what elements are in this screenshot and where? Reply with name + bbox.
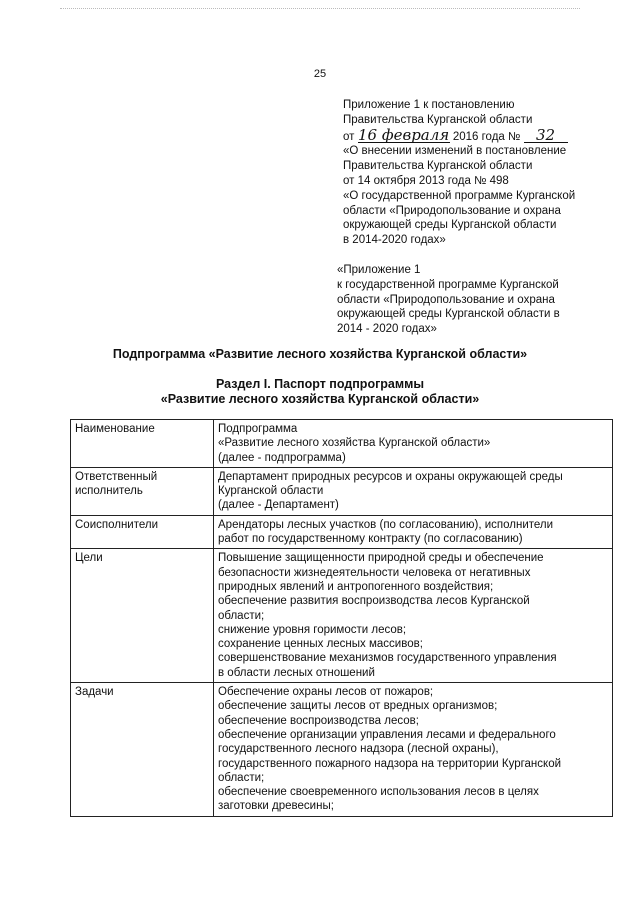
appendix-line: «О государственной программе Курганской <box>343 189 576 202</box>
appendix-line: «О внесении изменений в постановление <box>343 145 567 158</box>
value-line: Арендаторы лесных участков (по согласованию), исполнители <box>218 518 554 531</box>
appendix2-line: «Приложение 1 <box>337 264 421 276</box>
section-title <box>0 377 640 407</box>
table-row <box>71 515 613 549</box>
value-line: «Развитие лесного хозяйства Курганской области» <box>218 437 491 450</box>
value-line: безопасности жизнедеятельности человека от негативных <box>218 566 531 579</box>
appendix2-line: области «Природопользование и охрана <box>337 293 555 306</box>
row-value <box>214 549 613 683</box>
value-line: области; <box>218 609 265 622</box>
value-line: (далее - Департамент) <box>218 499 339 512</box>
value-line: снижение уровня горимости лесов; <box>218 623 407 636</box>
value-line: Департамент природных ресурсов и охраны окружающей среды <box>218 470 563 483</box>
label-line: Задачи <box>75 686 114 699</box>
value-line: Обеспечение охраны лесов от пожаров; <box>218 686 434 699</box>
appendix-line: окружающей среды Курганской области <box>343 219 557 232</box>
row-value <box>214 515 613 549</box>
value-line: сохранение ценных лесных массивов; <box>218 638 423 651</box>
passport-table <box>70 419 613 817</box>
handwritten-number: 32 <box>524 128 568 143</box>
table-row <box>71 420 613 468</box>
row-label <box>71 420 214 468</box>
appendix-header <box>343 98 603 248</box>
row-value <box>214 467 613 515</box>
appendix-line: Правительства Курганской области <box>343 113 533 126</box>
value-line: совершенствование механизмов государственного управления <box>218 652 557 665</box>
scan-artifact-line <box>60 8 580 10</box>
table-row <box>71 549 613 683</box>
table-row <box>71 467 613 515</box>
value-line: обеспечение организации управления лесами и федерального <box>218 728 556 741</box>
appendix-line: области «Природопользование и охрана <box>343 204 561 217</box>
row-value <box>214 420 613 468</box>
value-line: обеспечение своевременного использования лесов в целях <box>218 786 539 799</box>
label-line: Цели <box>75 552 103 565</box>
program-appendix-header <box>337 263 607 337</box>
appendix2-line: окружающей среды Курганской области в <box>337 308 560 321</box>
value-line: Повышение защищенности природной среды и обеспечение <box>218 552 544 565</box>
section-title-line: Раздел I. Паспорт подпрограммы <box>215 377 425 391</box>
appendix-date-line <box>343 125 603 145</box>
appendix2-line: к государственной программе Курганской <box>337 278 559 291</box>
table-row <box>71 683 613 817</box>
value-line: природных явлений и антропогенного воздействия; <box>218 580 494 593</box>
appendix2-line: 2014 - 2020 годах» <box>337 323 437 336</box>
value-line: области; <box>218 771 265 784</box>
label-line: Ответственный <box>75 470 158 483</box>
row-label <box>71 467 214 515</box>
row-label <box>71 683 214 817</box>
value-line: Курганской области <box>218 485 324 498</box>
value-line: Подпрограмма <box>218 423 298 435</box>
label-line: исполнитель <box>75 485 143 498</box>
year-text: 2016 года № <box>452 130 521 143</box>
value-line: государственного пожарного надзора на территории Курганской <box>218 757 562 770</box>
value-line: работ по государственному контракту (по согласованию) <box>218 533 523 546</box>
row-label <box>71 549 214 683</box>
value-line: заготовки древесины; <box>218 800 334 813</box>
appendix-line: в 2014-2020 годах» <box>343 234 446 247</box>
value-line: обеспечение защиты лесов от вредных организмов; <box>218 700 498 713</box>
label-line: Наименование <box>75 423 155 435</box>
subprogram-title: Подпрограмма «Развитие лесного хозяйства Курганской области» <box>112 347 528 361</box>
appendix-line: от 14 октября 2013 года № 498 <box>343 174 509 187</box>
row-value <box>214 683 613 817</box>
value-line: обеспечение воспроизводства лесов; <box>218 714 419 727</box>
value-line: в области лесных отношений <box>218 666 375 679</box>
section-title-line: «Развитие лесного хозяйства Курганской области» <box>160 392 480 406</box>
label-line: Соисполнители <box>75 518 159 531</box>
value-line: обеспечение развития воспроизводства лесов Курганской <box>218 595 530 608</box>
handwritten-date: 16 февраля <box>358 125 450 144</box>
value-line: (далее - подпрограмма) <box>218 451 346 464</box>
row-label <box>71 515 214 549</box>
appendix-line: Правительства Курганской области <box>343 160 533 173</box>
value-line: государственного лесного надзора (лесной охраны), <box>218 743 499 756</box>
appendix-line: Приложение 1 к постановлению <box>343 99 515 111</box>
page-number: 25 <box>313 68 327 80</box>
date-prefix: от <box>343 130 355 143</box>
